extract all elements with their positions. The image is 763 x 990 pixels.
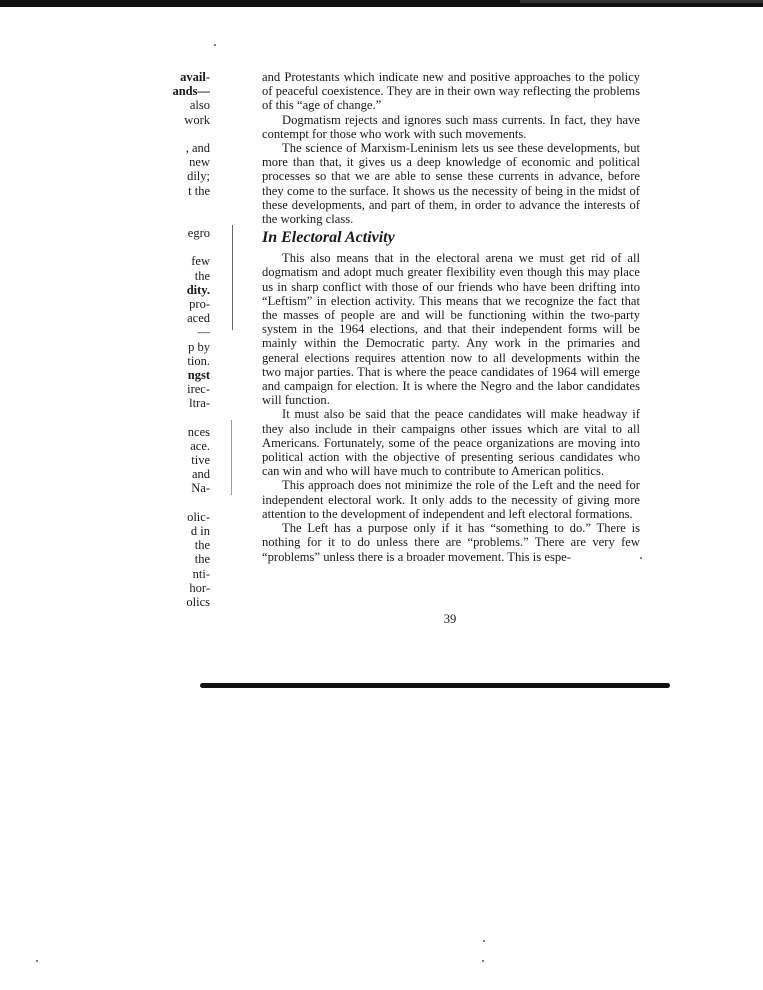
left-fragment	[166, 127, 210, 141]
body-paragraph: The Left has a purpose only if it has “something to do.” There is nothing for it to do unless there are “problems.” There are very few “problems” unless there is a broader movement. This is espe-	[262, 521, 640, 564]
left-fragment: ngst	[187, 367, 210, 382]
left-fragment: tive	[191, 453, 210, 468]
scan-speck	[483, 940, 485, 942]
scan-speck	[36, 960, 38, 962]
left-fragment: and	[191, 467, 210, 482]
left-fragment: nces	[187, 424, 210, 439]
left-fragment: nti-	[192, 566, 210, 581]
scan-speck	[214, 44, 216, 46]
left-fragment: dity.	[186, 282, 210, 297]
body-paragraph: Dogmatism rejects and ignores such mass currents. In fact, they have contempt for those who work with such movements.	[262, 112, 640, 141]
scan-speck	[640, 557, 642, 559]
left-fragment: also	[189, 98, 210, 113]
left-fragment: olic-	[187, 509, 210, 524]
gutter-shadow-line	[232, 225, 233, 330]
left-fragment	[166, 496, 210, 510]
left-fragment: ands—	[172, 84, 210, 99]
page-number: 39	[443, 612, 457, 626]
left-fragment: the	[194, 552, 210, 567]
top-edge-rule-thin	[520, 0, 763, 3]
left-fragment: dily;	[187, 169, 210, 184]
left-fragment: egro	[187, 226, 210, 241]
left-fragment	[166, 240, 210, 254]
left-fragment: —	[197, 325, 210, 340]
left-fragment: ltra-	[189, 396, 210, 411]
left-fragment: pro-	[189, 297, 210, 311]
left-fragment: few	[191, 254, 210, 269]
left-fragment: irec-	[187, 382, 210, 397]
left-page-fragments	[166, 70, 210, 609]
left-fragment: avail-	[180, 70, 210, 84]
bottom-edge-rule	[200, 683, 670, 688]
section-heading: In Electoral Activity	[262, 229, 395, 247]
left-fragment: t the	[188, 183, 210, 198]
left-fragment: d in	[190, 524, 210, 538]
left-fragment: aced	[187, 311, 210, 326]
left-fragment: p by	[188, 339, 210, 354]
left-fragment	[166, 411, 210, 425]
body-paragraph: This also means that in the electoral arena we must get rid of all dogmatism and adopt much greater flexibility even though this may place us in sharp conflict with those of our friends who have been drifting into “Leftism” in election activity. This means that we recognize the fact that the masses of people are and will be functioning within the two-party system in the 1964 elections, and that their independent forms will be mainly within the Democratic party. Any work in the primaries and general elections requires attention now to all developments within the two major parties. That is where the peace candidates of 1964 will emerge and campaign for election. It is where the Negro and the labor candidates will function.	[262, 251, 640, 408]
gutter-shadow-line	[231, 420, 232, 495]
left-fragment: olics	[186, 594, 210, 609]
left-fragment: work	[184, 112, 210, 127]
left-fragment: hor-	[189, 580, 210, 595]
left-fragment: the	[194, 268, 210, 283]
left-fragment: new	[189, 155, 210, 170]
body-paragraph: and Protestants which indicate new and positive approaches to the policy of peaceful coexistence. They are in their own way reflecting the problems of this “age of change.”	[262, 70, 640, 113]
body-paragraph: This approach does not minimize the role of the Left and the need for independent electoral work. It only adds to the necessity of giving more attention to the development of independent and left electoral formations.	[262, 478, 640, 521]
left-fragment: the	[194, 538, 210, 553]
left-fragment: tion.	[187, 353, 210, 368]
body-paragraph: It must also be said that the peace candidates will make headway if they also include in their campaigns other issues which are vital to all Americans. Fortunately, some of the peace organizations are moving into political action with the objective of presenting serious candidates who can win and who will have much to contribute to American politics.	[262, 407, 640, 479]
main-text-column	[262, 70, 640, 564]
scan-speck	[482, 960, 484, 962]
left-fragment	[166, 198, 210, 212]
left-fragment	[166, 212, 210, 226]
left-fragment: , and	[185, 140, 210, 155]
left-fragment: ace.	[190, 438, 210, 453]
left-fragment: Na-	[191, 481, 210, 496]
body-paragraph: The science of Marxism-Leninism lets us see these developments, but more than that, it gives us a deep knowledge of economic and political processes so that we are able to sense these currents in advance, before they come to the surface. It shows us the necessity of being in the midst of these developments, and part of them, in order to advance the interests of the working class.	[262, 141, 640, 227]
